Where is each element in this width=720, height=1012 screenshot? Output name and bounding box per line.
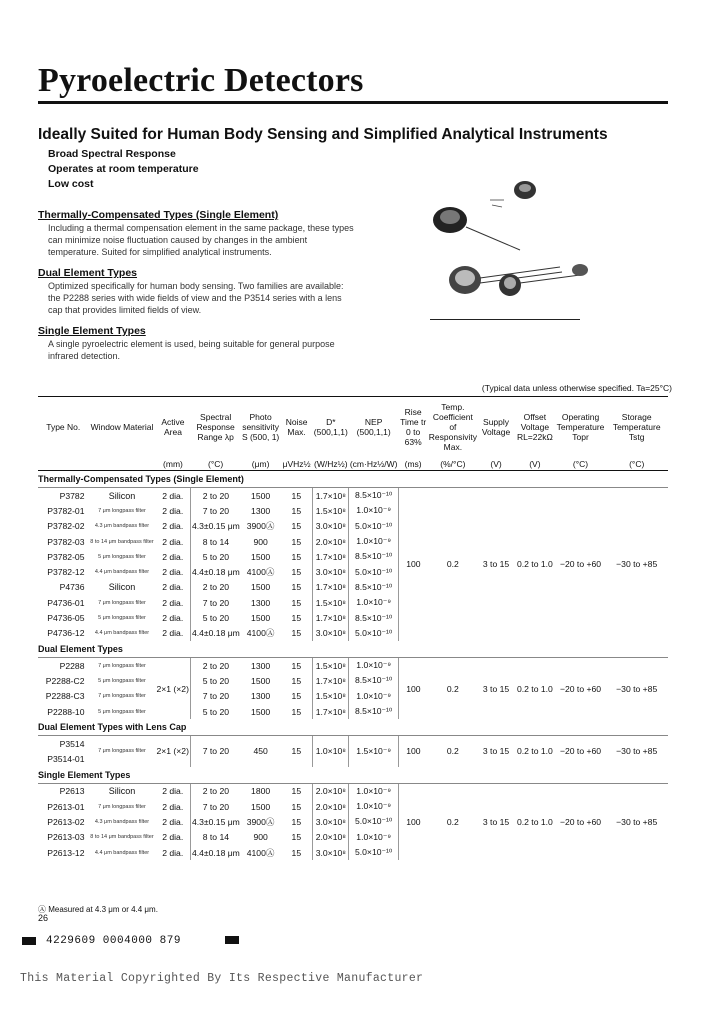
operating-temp-cell: −20 to +60 [559,559,602,570]
type-no-cell: P3782-01 [47,505,85,516]
nep-cell: 1.0×10⁻⁹ [349,783,399,799]
barcode-mark-left [22,937,36,945]
supply-voltage-cell: 3 to 15 [482,816,510,827]
window-material-cell: 7 μm longpass filter [98,662,146,669]
window-material-cell: 4.4 μm bandpass filter [94,630,150,637]
dstar-cell: 1.7×10⁸ [313,549,349,564]
dstar-cell: 1.0×10⁸ [313,736,349,767]
type-no-cell: P2288 [59,660,85,671]
dstar-cell: 2.0×10⁸ [313,783,349,799]
spectral-range-cell: 4.4±0.18 μm [190,845,240,860]
spectral-range-cell: 7 to 20 [190,503,240,518]
noise-cell: 15 [291,613,302,624]
spectral-range-cell: 4.4±0.18 μm [190,564,240,579]
section-text-thermally-compensated: Including a thermal compensation element in the same package, these types can minimize noise fluctuation caused by changes in the ambient temperature. Suited for simplified analytical instruments. [48,223,354,257]
col-spectral-range: Spectral Response Range λp [190,397,240,458]
unit: (W/Hz½) [314,458,348,469]
spectral-range-cell: 7 to 20 [190,736,240,767]
active-area-cell: 2 dia. [162,567,184,578]
noise-cell: 15 [291,582,302,593]
table-row [38,736,668,752]
type-no-cell: P2613-02 [47,816,85,827]
spectral-range-cell: 5 to 20 [190,610,240,625]
col-noise: Noise Max. [280,397,312,458]
dstar-cell: 1.5×10⁸ [313,595,349,610]
group-heading: Dual Element Types [38,641,668,658]
window-material-cell: Silicon [108,786,136,797]
page-subtitle: Ideally Suited for Human Body Sensing and Simplified Analytical Instruments [38,126,608,143]
noise-cell: 15 [291,675,302,686]
spectral-range-cell: 4.4±0.18 μm [190,626,240,641]
type-no-cell: P3782-02 [47,521,85,532]
group-heading: Thermally-Compensated Types (Single Element) [38,471,668,488]
photosensitivity-cell: 1300 [251,597,271,608]
feature-item: Low cost [48,178,94,190]
nep-cell: 8.5×10⁻¹⁰ [349,488,399,504]
noise-cell: 15 [291,786,302,797]
type-no-cell: P3782-03 [47,536,85,547]
active-area-cell: 2×1 (×2) [156,746,189,757]
active-area-cell: 2 dia. [162,816,184,827]
nep-cell: 1.0×10⁻⁹ [349,689,399,704]
window-material-cell: 7 μm longpass filter [98,748,146,755]
photosensitivity-cell: 1500 [251,582,271,593]
unit: (%/°C) [428,457,478,471]
nep-cell: 5.0×10⁻¹⁰ [349,845,399,860]
unit: (cm·Hz½/W) [349,458,398,469]
type-no-cell: P4736-05 [47,613,85,624]
type-no-cell: P2613-01 [47,801,85,812]
active-area-cell: 2 dia. [162,832,184,843]
type-no-cell: P3782 [59,490,85,501]
supply-voltage-cell: 3 to 15 [482,746,510,757]
photosensitivity-cell: 1500 [251,706,271,717]
noise-cell: 15 [291,505,302,516]
noise-cell: 15 [291,597,302,608]
storage-temp-cell: −30 to +85 [616,559,658,570]
storage-temp-cell: −30 to +85 [616,816,658,827]
photosensitivity-cell: 1500 [251,551,271,562]
photosensitivity-cell: 1300 [251,660,271,671]
photosensitivity-cell: 4100Ⓐ [246,628,275,639]
operating-temp-cell: −20 to +60 [559,816,602,827]
spectral-range-cell: 7 to 20 [190,689,240,704]
offset-voltage-cell: 0.2 to 1.0 [516,683,553,694]
type-no-cell: P2288-10 [47,706,85,717]
dstar-cell: 2.0×10⁸ [313,830,349,845]
col-temp-coefficient: Temp. Coefficient of Responsivity Max. [428,397,478,458]
dstar-cell: 2.0×10⁸ [313,799,349,814]
nep-cell: 1.0×10⁻⁹ [349,830,399,845]
photosensitivity-cell: 1300 [251,505,271,516]
noise-cell: 15 [291,490,302,501]
spectral-range-cell: 2 to 20 [190,580,240,595]
offset-voltage-cell: 0.2 to 1.0 [516,816,553,827]
offset-voltage-cell: 0.2 to 1.0 [516,746,553,757]
type-no-cell: P2613 [59,786,85,797]
type-no-cell: P4736-01 [47,597,85,608]
photosensitivity-cell: 1500 [251,801,271,812]
section-heading-thermally-compensated: Thermally-Compensated Types (Single Element) [38,209,279,221]
photosensitivity-cell: 900 [253,832,268,843]
detector-product-photo [430,175,670,320]
dstar-cell: 3.0×10⁸ [313,519,349,534]
nep-cell: 8.5×10⁻¹⁰ [349,610,399,625]
noise-cell: 15 [291,660,302,671]
nep-cell: 5.0×10⁻¹⁰ [349,519,399,534]
noise-cell: 15 [291,628,302,639]
nep-cell: 5.0×10⁻¹⁰ [349,626,399,641]
spectral-range-cell: 2 to 20 [190,783,240,799]
temp-coefficient-cell: 0.2 [446,559,459,570]
footnote: Ⓐ Measured at 4.3 μm or 4.4 μm. [38,905,158,914]
noise-cell: 15 [291,691,302,702]
unit: (°C) [190,457,240,471]
page-title: Pyroelectric Detectors [38,62,364,99]
col-offset-voltage: Offset Voltage RL=22kΩ [514,397,556,458]
col-dstar: D* (500,1,1) [313,397,349,458]
noise-cell: 15 [291,832,302,843]
noise-cell: 15 [291,551,302,562]
nep-cell: 8.5×10⁻¹⁰ [349,673,399,688]
dstar-cell: 1.5×10⁸ [313,657,349,673]
type-no-cell: P2288-C2 [45,675,85,686]
active-area-cell: 2 dia. [162,490,184,501]
typical-data-note: (Typical data unless otherwise specified. Ta=25°C) [481,383,672,393]
section-text-single-element: A single pyroelectric element is used, being suitable for general purpose infrared detection. [48,339,335,361]
col-type-no: Type No. [38,397,89,458]
dstar-cell: 1.5×10⁸ [313,503,349,518]
rise-time-cell: 100 [399,783,428,860]
window-material-cell: 8 to 14 μm bandpass filter [90,538,154,545]
nep-cell: 1.5×10⁻⁹ [349,736,399,767]
photo-rule [430,319,580,320]
window-material-cell: Silicon [108,490,136,501]
photosensitivity-cell: 3900Ⓐ [246,521,275,532]
col-window-material: Window Material [89,397,156,458]
window-material-cell: 4.3 μm bandpass filter [94,523,150,530]
unit: (μm) [241,457,281,471]
noise-cell: 15 [291,746,302,757]
nep-cell: 5.0×10⁻¹⁰ [349,814,399,829]
dstar-cell: 2.0×10⁸ [313,534,349,549]
unit: μVHz½ [280,457,312,471]
active-area-cell: 2 dia. [162,613,184,624]
feature-item: Broad Spectral Response [48,148,176,160]
photosensitivity-cell: 1800 [251,786,271,797]
barcode-number: 4229609 0004000 879 [46,935,181,947]
copyright-notice: This Material Copyrighted By Its Respective Manufacturer [20,972,424,985]
rise-time-cell: 100 [399,488,428,641]
operating-temp-cell: −20 to +60 [559,746,602,757]
noise-cell: 15 [291,801,302,812]
table-row [38,657,668,673]
unit: (V) [514,457,556,471]
spectral-range-cell: 5 to 20 [190,673,240,688]
photosensitivity-cell: 450 [253,746,268,757]
page-number: 26 [38,913,49,923]
window-material-cell: 5 μm longpass filter [98,677,146,684]
noise-cell: 15 [291,847,302,858]
rise-time-cell: 100 [399,657,428,719]
unit: (V) [478,457,514,471]
dstar-cell: 3.0×10⁸ [313,626,349,641]
window-material-cell: 4.4 μm bandpass filter [94,569,150,576]
window-material-cell: Silicon [108,582,136,593]
type-no-cell: P3782-05 [47,551,85,562]
noise-cell: 15 [291,816,302,827]
noise-cell: 15 [291,536,302,547]
active-area-cell: 2 dia. [162,582,184,593]
operating-temp-cell: −20 to +60 [559,683,602,694]
barcode-mark-right [225,936,239,944]
temp-coefficient-cell: 0.2 [446,683,459,694]
table-row [38,783,668,799]
dstar-cell: 1.7×10⁸ [313,488,349,504]
window-material-cell: 5 μm longpass filter [98,553,146,560]
nep-cell: 1.0×10⁻⁹ [349,799,399,814]
unit: (°C) [556,457,606,471]
type-no-cell: P2613-03 [47,832,85,843]
window-material-cell: 7 μm longpass filter [98,803,146,810]
nep-cell: 1.0×10⁻⁹ [349,503,399,518]
noise-cell: 15 [291,521,302,532]
offset-voltage-cell: 0.2 to 1.0 [516,559,553,570]
window-material-cell: 5 μm longpass filter [98,708,146,715]
nep-cell: 1.0×10⁻⁹ [349,595,399,610]
rise-time-cell: 100 [399,736,428,767]
spectral-range-cell: 8 to 14 [190,830,240,845]
window-material-cell: 4.3 μm bandpass filter [94,818,150,825]
spectral-range-cell: 5 to 20 [190,704,240,719]
active-area-cell: 2 dia. [162,597,184,608]
section-heading-dual-element: Dual Element Types [38,267,138,279]
col-photosensitivity: Photo sensitivity S (500, 1) [241,397,281,458]
nep-cell: 8.5×10⁻¹⁰ [349,580,399,595]
supply-voltage-cell: 3 to 15 [482,559,510,570]
dstar-cell: 3.0×10⁸ [313,564,349,579]
window-material-cell: 7 μm longpass filter [98,693,146,700]
group-heading: Single Element Types [38,767,668,784]
unit: (ms) [399,457,428,471]
spectral-range-cell: 2 to 20 [190,488,240,504]
spectral-range-cell: 8 to 14 [190,534,240,549]
specifications-table [38,396,668,860]
col-supply-voltage: Supply Voltage [478,397,514,458]
active-area-cell: 2×1 (×2) [156,683,189,694]
storage-temp-cell: −30 to +85 [616,683,658,694]
dstar-cell: 1.7×10⁸ [313,673,349,688]
section-text-dual-element: Optimized specifically for human body sensing. Two families are available: the P2288 series with wide fields of view and the P3514 series with a lens cap that provides limited fields of view. [48,281,344,315]
photosensitivity-cell: 1500 [251,613,271,624]
group-heading: Dual Element Types with Lens Cap [38,719,668,736]
col-operating-temp: Operating Temperature Topr [556,397,606,458]
storage-temp-cell: −30 to +85 [616,746,658,757]
photosensitivity-cell: 1500 [251,675,271,686]
type-no-cell: P4736-12 [47,628,85,639]
unit: (°C) [605,457,668,471]
type-no-cell: P3514 [59,738,85,749]
spectral-range-cell: 7 to 20 [190,595,240,610]
spectral-range-cell: 4.3±0.15 μm [190,814,240,829]
active-area-cell: 2 dia. [162,536,184,547]
supply-voltage-cell: 3 to 15 [482,683,510,694]
active-area-cell: 2 dia. [162,847,184,858]
active-area-cell: 2 dia. [162,551,184,562]
active-area-cell: 2 dia. [162,628,184,639]
col-active-area: Active Area [155,397,190,458]
type-no-cell: P2613-12 [47,847,85,858]
active-area-cell: 2 dia. [162,801,184,812]
photosensitivity-cell: 4100Ⓐ [246,567,275,578]
dstar-cell: 1.7×10⁸ [313,704,349,719]
window-material-cell: 5 μm longpass filter [98,615,146,622]
section-heading-single-element: Single Element Types [38,325,146,337]
temp-coefficient-cell: 0.2 [446,816,459,827]
photosensitivity-cell: 900 [253,536,268,547]
active-area-cell: 2 dia. [162,521,184,532]
nep-cell: 1.0×10⁻⁹ [349,534,399,549]
dstar-cell: 1.5×10⁸ [313,689,349,704]
noise-cell: 15 [291,706,302,717]
dstar-cell: 3.0×10⁸ [313,845,349,860]
type-no-cell: P3514-01 [47,754,85,765]
window-material-cell: 4.4 μm bandpass filter [94,849,150,856]
dstar-cell: 3.0×10⁸ [313,814,349,829]
col-storage-temp: Storage Temperature Tstg [605,397,668,458]
dstar-cell: 1.7×10⁸ [313,580,349,595]
active-area-cell: 2 dia. [162,505,184,516]
unit [38,457,89,471]
nep-cell: 1.0×10⁻⁹ [349,657,399,673]
feature-item: Operates at room temperature [48,163,199,175]
type-no-cell: P4736 [59,582,85,593]
col-rise-time: Rise Time tr 0 to 63% [399,397,428,458]
temp-coefficient-cell: 0.2 [446,746,459,757]
type-no-cell: P2288-C3 [45,691,85,702]
photosensitivity-cell: 1500 [251,490,271,501]
unit [89,457,156,471]
nep-cell: 5.0×10⁻¹⁰ [349,564,399,579]
window-material-cell: 7 μm longpass filter [98,507,146,514]
photosensitivity-cell: 4100Ⓐ [246,847,275,858]
dstar-cell: 1.7×10⁸ [313,610,349,625]
table-row [38,488,668,504]
nep-cell: 8.5×10⁻¹⁰ [349,549,399,564]
spectral-range-cell: 5 to 20 [190,549,240,564]
title-rule [38,101,668,104]
nep-cell: 8.5×10⁻¹⁰ [349,704,399,719]
col-nep: NEP (500,1,1) [349,397,399,458]
noise-cell: 15 [291,567,302,578]
active-area-cell: 2 dia. [162,786,184,797]
window-material-cell: 8 to 14 μm bandpass filter [90,834,154,841]
unit: (mm) [155,457,190,471]
window-material-cell: 7 μm longpass filter [98,599,146,606]
photosensitivity-cell: 1300 [251,691,271,702]
photosensitivity-cell: 3900Ⓐ [246,816,275,827]
spectral-range-cell: 2 to 20 [190,657,240,673]
spectral-range-cell: 4.3±0.15 μm [190,519,240,534]
type-no-cell: P3782-12 [47,567,85,578]
spectral-range-cell: 7 to 20 [190,799,240,814]
